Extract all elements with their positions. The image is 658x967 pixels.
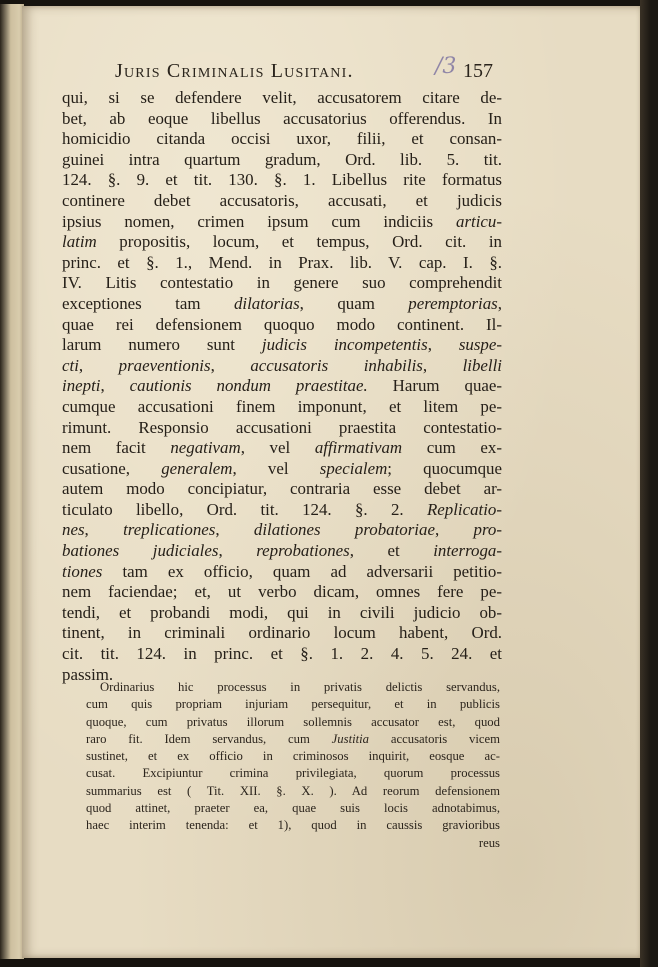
text-line — [62, 438, 502, 459]
italic-run: affirmativam — [314, 438, 403, 458]
text-line — [62, 520, 502, 541]
footnote-block — [86, 679, 500, 852]
footnote-line — [86, 765, 500, 782]
text-run: guinei intra quartum gradum, Ord. lib. 5. tit. — [62, 149, 502, 169]
italic-run: suspe- — [458, 335, 502, 355]
running-title: Juris Criminalis Lusitani. — [115, 60, 354, 82]
text-line — [62, 603, 502, 624]
italic-run: nes — [62, 520, 85, 540]
italic-run: articu- — [456, 211, 502, 231]
text-run: nem facit — [62, 438, 171, 458]
text-run: , — [427, 335, 459, 355]
text-run: Harum quae- — [367, 376, 503, 396]
page-header — [115, 54, 495, 88]
italic-run: bationes judiciales — [62, 541, 219, 561]
text-run: cumque accusationi finem imponunt, et litem pe- — [62, 396, 502, 416]
text-run: , vel — [240, 438, 315, 458]
text-line — [62, 273, 502, 294]
italic-run: latim — [62, 232, 97, 252]
text-run: ipsius nomen, crimen ipsum cum indiciis — [62, 211, 457, 231]
text-run: nem faciendae; et, ut verbo dicam, omnes fere pe- — [62, 582, 502, 602]
previous-page-edge — [0, 4, 24, 959]
text-line — [62, 212, 502, 233]
text-run: cit. tit. 124. in princ. et §. 1. 2. 4. 5. 24. et — [62, 644, 502, 664]
text-run: ticulato libello, Ord. tit. 124. §. 2. — [62, 499, 427, 519]
main-text-block — [62, 88, 502, 685]
text-line — [62, 479, 502, 500]
italic-run: dilationes probatoriae — [253, 520, 435, 540]
footnote-line — [86, 783, 500, 800]
text-run: , — [218, 541, 257, 561]
text-run: , quam — [299, 293, 409, 313]
text-run: ; quocumque — [387, 458, 502, 478]
text-line — [62, 294, 502, 315]
text-line — [62, 335, 502, 356]
text-line — [62, 644, 502, 665]
text-run: cusatione, — [62, 458, 162, 478]
italic-run: inepti — [62, 376, 101, 396]
text-run: cum quis propriam injuriam persequitur, et in publicis — [86, 697, 500, 712]
page-number: 157 — [463, 60, 493, 82]
text-run: continere debet accusatoris, accusati, et judicis — [62, 190, 502, 210]
italic-run: specialem — [319, 458, 388, 478]
italic-run: cautionis nondum praestitae. — [129, 376, 368, 396]
text-run: accusatoris vicem — [369, 731, 500, 746]
text-run: propositis, locum, et tempus, Ord. cit. in — [96, 232, 502, 252]
text-line — [62, 397, 502, 418]
catchword — [86, 835, 500, 852]
text-run: , — [215, 520, 254, 540]
footnote-line — [86, 800, 500, 817]
italic-run: peremptorias — [408, 293, 498, 313]
text-line — [62, 191, 502, 212]
italic-run: judicis incompetentis — [261, 335, 428, 355]
text-run: , — [210, 355, 251, 375]
text-run: quae rei defensionem quoquo modo continent. Il- — [62, 314, 502, 334]
italic-run: tiones — [62, 561, 103, 581]
text-line — [62, 500, 502, 521]
text-line — [62, 623, 502, 644]
text-run: homicidio citanda occisi uxor, filii, et consan- — [62, 129, 502, 149]
handwritten-mark: /3 — [435, 54, 457, 79]
text-run: haec interim tenenda: et 1), quod in caussis gravioribus — [86, 818, 500, 833]
italic-run: dilatorias — [233, 293, 300, 313]
text-line — [62, 232, 502, 253]
text-run: qui, si se defendere velit, accusatorem citare de- — [62, 88, 502, 107]
text-run: sustinet, et ex officio in criminosos inquirit, eosque ac- — [86, 749, 500, 764]
text-run: quoque, cum privatus illorum sollemnis accusator est, quod — [86, 714, 500, 729]
text-run: larum numero sunt — [62, 335, 262, 355]
text-line — [62, 253, 502, 274]
footnote-line — [86, 731, 500, 748]
text-run: , et — [349, 541, 434, 561]
text-line — [62, 150, 502, 171]
text-run: Ordinarius hic processus in privatis delictis servandus, — [100, 680, 500, 694]
text-run: , — [84, 520, 124, 540]
italic-run: praeventionis — [118, 355, 211, 375]
text-run: 124. §. 9. et tit. 130. §. 1. Libellus rite formatus — [62, 170, 502, 190]
italic-run: reprobationes — [256, 541, 350, 561]
text-run: IV. Litis contestatio in genere suo comprehendit — [62, 273, 502, 293]
text-line — [62, 541, 502, 562]
italic-run: cti — [62, 355, 79, 375]
text-run: cum ex- — [402, 438, 502, 458]
text-run: , — [100, 376, 130, 396]
text-run: summarius est ( Tit. XII. §. X. ). Ad reorum defensionem — [86, 783, 500, 798]
text-run: princ. et §. 1., Mend. in Prax. lib. V. cap. I. §. — [62, 252, 502, 272]
text-run: raro fit. Idem servandus, cum — [86, 731, 332, 746]
text-run: reus — [478, 835, 500, 850]
text-line — [62, 418, 502, 439]
text-run: quod attinet, praeter ea, quae suis locis adnotabimus, — [86, 801, 500, 816]
italic-run: negativam — [170, 438, 241, 458]
italic-run: Justitia — [331, 731, 370, 746]
text-line — [62, 459, 502, 480]
text-run: , — [78, 355, 119, 375]
text-run: , — [422, 355, 463, 375]
text-line — [62, 562, 502, 583]
text-run: , — [497, 293, 502, 313]
footnote-line — [86, 817, 500, 834]
text-run: cusat. Excipiuntur crimina privilegiata, quorum processus — [86, 766, 500, 781]
footnote-line — [86, 679, 500, 696]
text-line — [62, 582, 502, 603]
text-run: tendi, et probandi modi, qui in civili judicio ob- — [62, 602, 502, 622]
italic-run: generalem — [161, 458, 233, 478]
text-run: passim. — [62, 664, 114, 684]
italic-run: pro- — [473, 520, 502, 540]
italic-run: interroga- — [433, 541, 502, 561]
text-run: tam ex officio, quam ad adversarii petitio- — [102, 561, 502, 581]
italic-run: treplicationes — [123, 520, 216, 540]
footnote-line — [86, 696, 500, 713]
italic-run: libelli — [462, 355, 502, 375]
text-line — [62, 315, 502, 336]
text-line — [62, 376, 502, 397]
text-run: exceptiones tam — [62, 293, 234, 313]
text-run: autem modo concipiatur, contraria esse debet ar- — [62, 479, 502, 499]
text-line — [62, 129, 502, 150]
text-run: bet, ab eoque libellus accusatorius offerendus. In — [62, 108, 502, 128]
page-right-edge — [640, 0, 658, 967]
footnote-line — [86, 714, 500, 731]
text-run: tinent, in criminali ordinario locum habent, Ord. — [62, 623, 502, 643]
italic-run: accusatoris inhabilis — [250, 355, 423, 375]
text-line — [62, 170, 502, 191]
text-line — [62, 88, 502, 109]
text-line — [62, 109, 502, 130]
text-run: , — [434, 520, 474, 540]
italic-run: Replicatio- — [426, 499, 502, 519]
text-line — [62, 356, 502, 377]
footnote-line — [86, 748, 500, 765]
text-run: , vel — [232, 458, 320, 478]
text-run: rimunt. Responsio accusationi praestita contestatio- — [62, 417, 502, 437]
